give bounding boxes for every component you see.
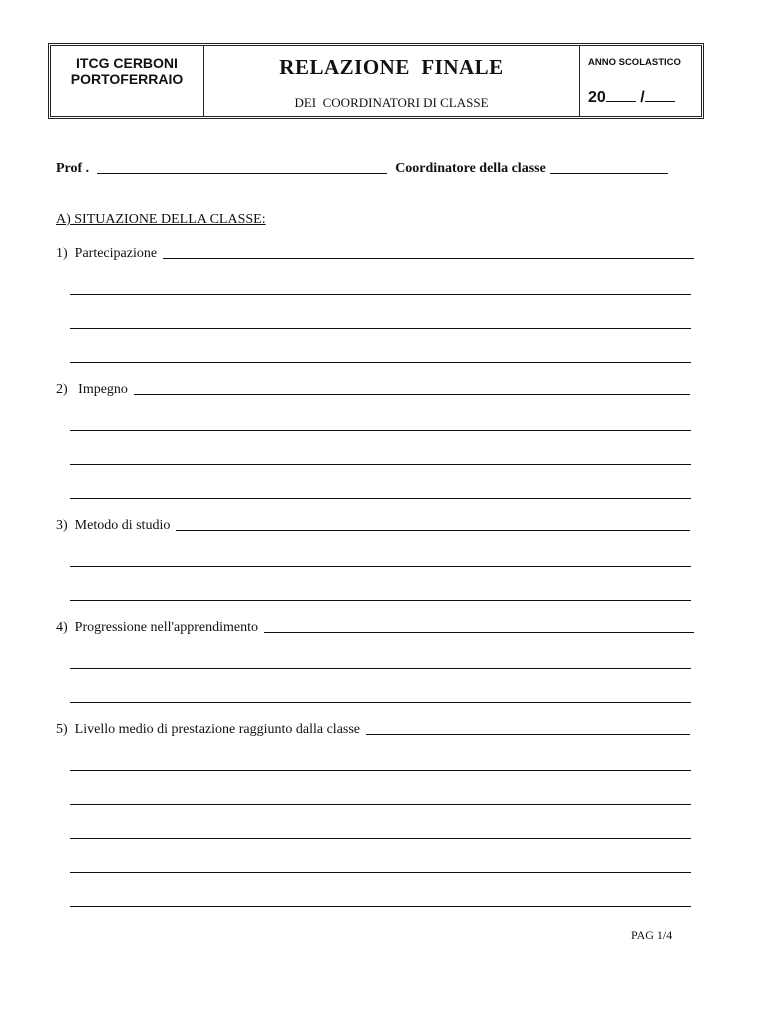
school-year-prefix: 20 <box>588 89 606 106</box>
answer-blank-5[interactable] <box>366 734 690 735</box>
answer-line[interactable] <box>70 668 691 669</box>
answer-blank-3[interactable] <box>176 530 690 531</box>
answer-line[interactable] <box>70 328 691 329</box>
school-name-line1: ITCG CERBONI <box>76 55 178 71</box>
answer-line[interactable] <box>70 872 691 873</box>
coordinator-class-blank[interactable] <box>550 172 668 174</box>
answer-line[interactable] <box>70 464 691 465</box>
school-year-end-blank[interactable] <box>645 86 675 102</box>
school-year-start-blank[interactable] <box>606 86 636 102</box>
answer-line[interactable] <box>70 838 691 839</box>
question-row-3 <box>56 518 690 534</box>
answer-blank-1[interactable] <box>163 258 694 259</box>
question-label-4: 4) Progressione nell'apprendimento <box>56 620 258 635</box>
header-box <box>48 43 704 119</box>
title-cell <box>204 46 580 116</box>
prof-name-blank[interactable] <box>97 172 387 174</box>
answer-line[interactable] <box>70 702 691 703</box>
question-row-5 <box>56 722 690 738</box>
answer-line[interactable] <box>70 430 691 431</box>
question-label-2: 2) Impegno <box>56 382 128 397</box>
school-year-separator: / <box>640 89 645 106</box>
school-year-field[interactable] <box>588 86 675 107</box>
question-row-1 <box>56 246 694 262</box>
section-heading: A) SITUAZIONE DELLA CLASSE: <box>56 212 266 227</box>
page-number: PAG 1/4 <box>631 928 673 942</box>
answer-line[interactable] <box>70 498 691 499</box>
school-year-cell <box>580 46 701 116</box>
answer-line[interactable] <box>70 294 691 295</box>
coordinator-label: Coordinatore della classe <box>395 161 546 176</box>
answer-blank-4[interactable] <box>264 632 694 633</box>
question-row-4 <box>56 620 694 636</box>
question-label-5: 5) Livello medio di prestazione raggiunto dalla classe <box>56 722 361 737</box>
document-subtitle: DEI COORDINATORI DI CLASSE <box>294 95 489 110</box>
school-name-line2: PORTOFERRAIO <box>70 71 184 87</box>
document-title: RELAZIONE FINALE <box>279 55 504 79</box>
prof-label: Prof . <box>56 161 90 176</box>
answer-line[interactable] <box>70 906 691 907</box>
answer-line[interactable] <box>70 770 691 771</box>
question-label-1: 1) Partecipazione <box>56 246 158 261</box>
answer-line[interactable] <box>70 600 691 601</box>
question-row-2 <box>56 382 690 398</box>
answer-line[interactable] <box>70 362 691 363</box>
question-label-3: 3) Metodo di studio <box>56 518 171 533</box>
school-name-cell <box>51 46 204 116</box>
prof-row <box>56 161 668 177</box>
school-year-label: ANNO SCOLASTICO <box>588 57 681 68</box>
answer-blank-2[interactable] <box>134 394 690 395</box>
answer-line[interactable] <box>70 566 691 567</box>
answer-line[interactable] <box>70 804 691 805</box>
